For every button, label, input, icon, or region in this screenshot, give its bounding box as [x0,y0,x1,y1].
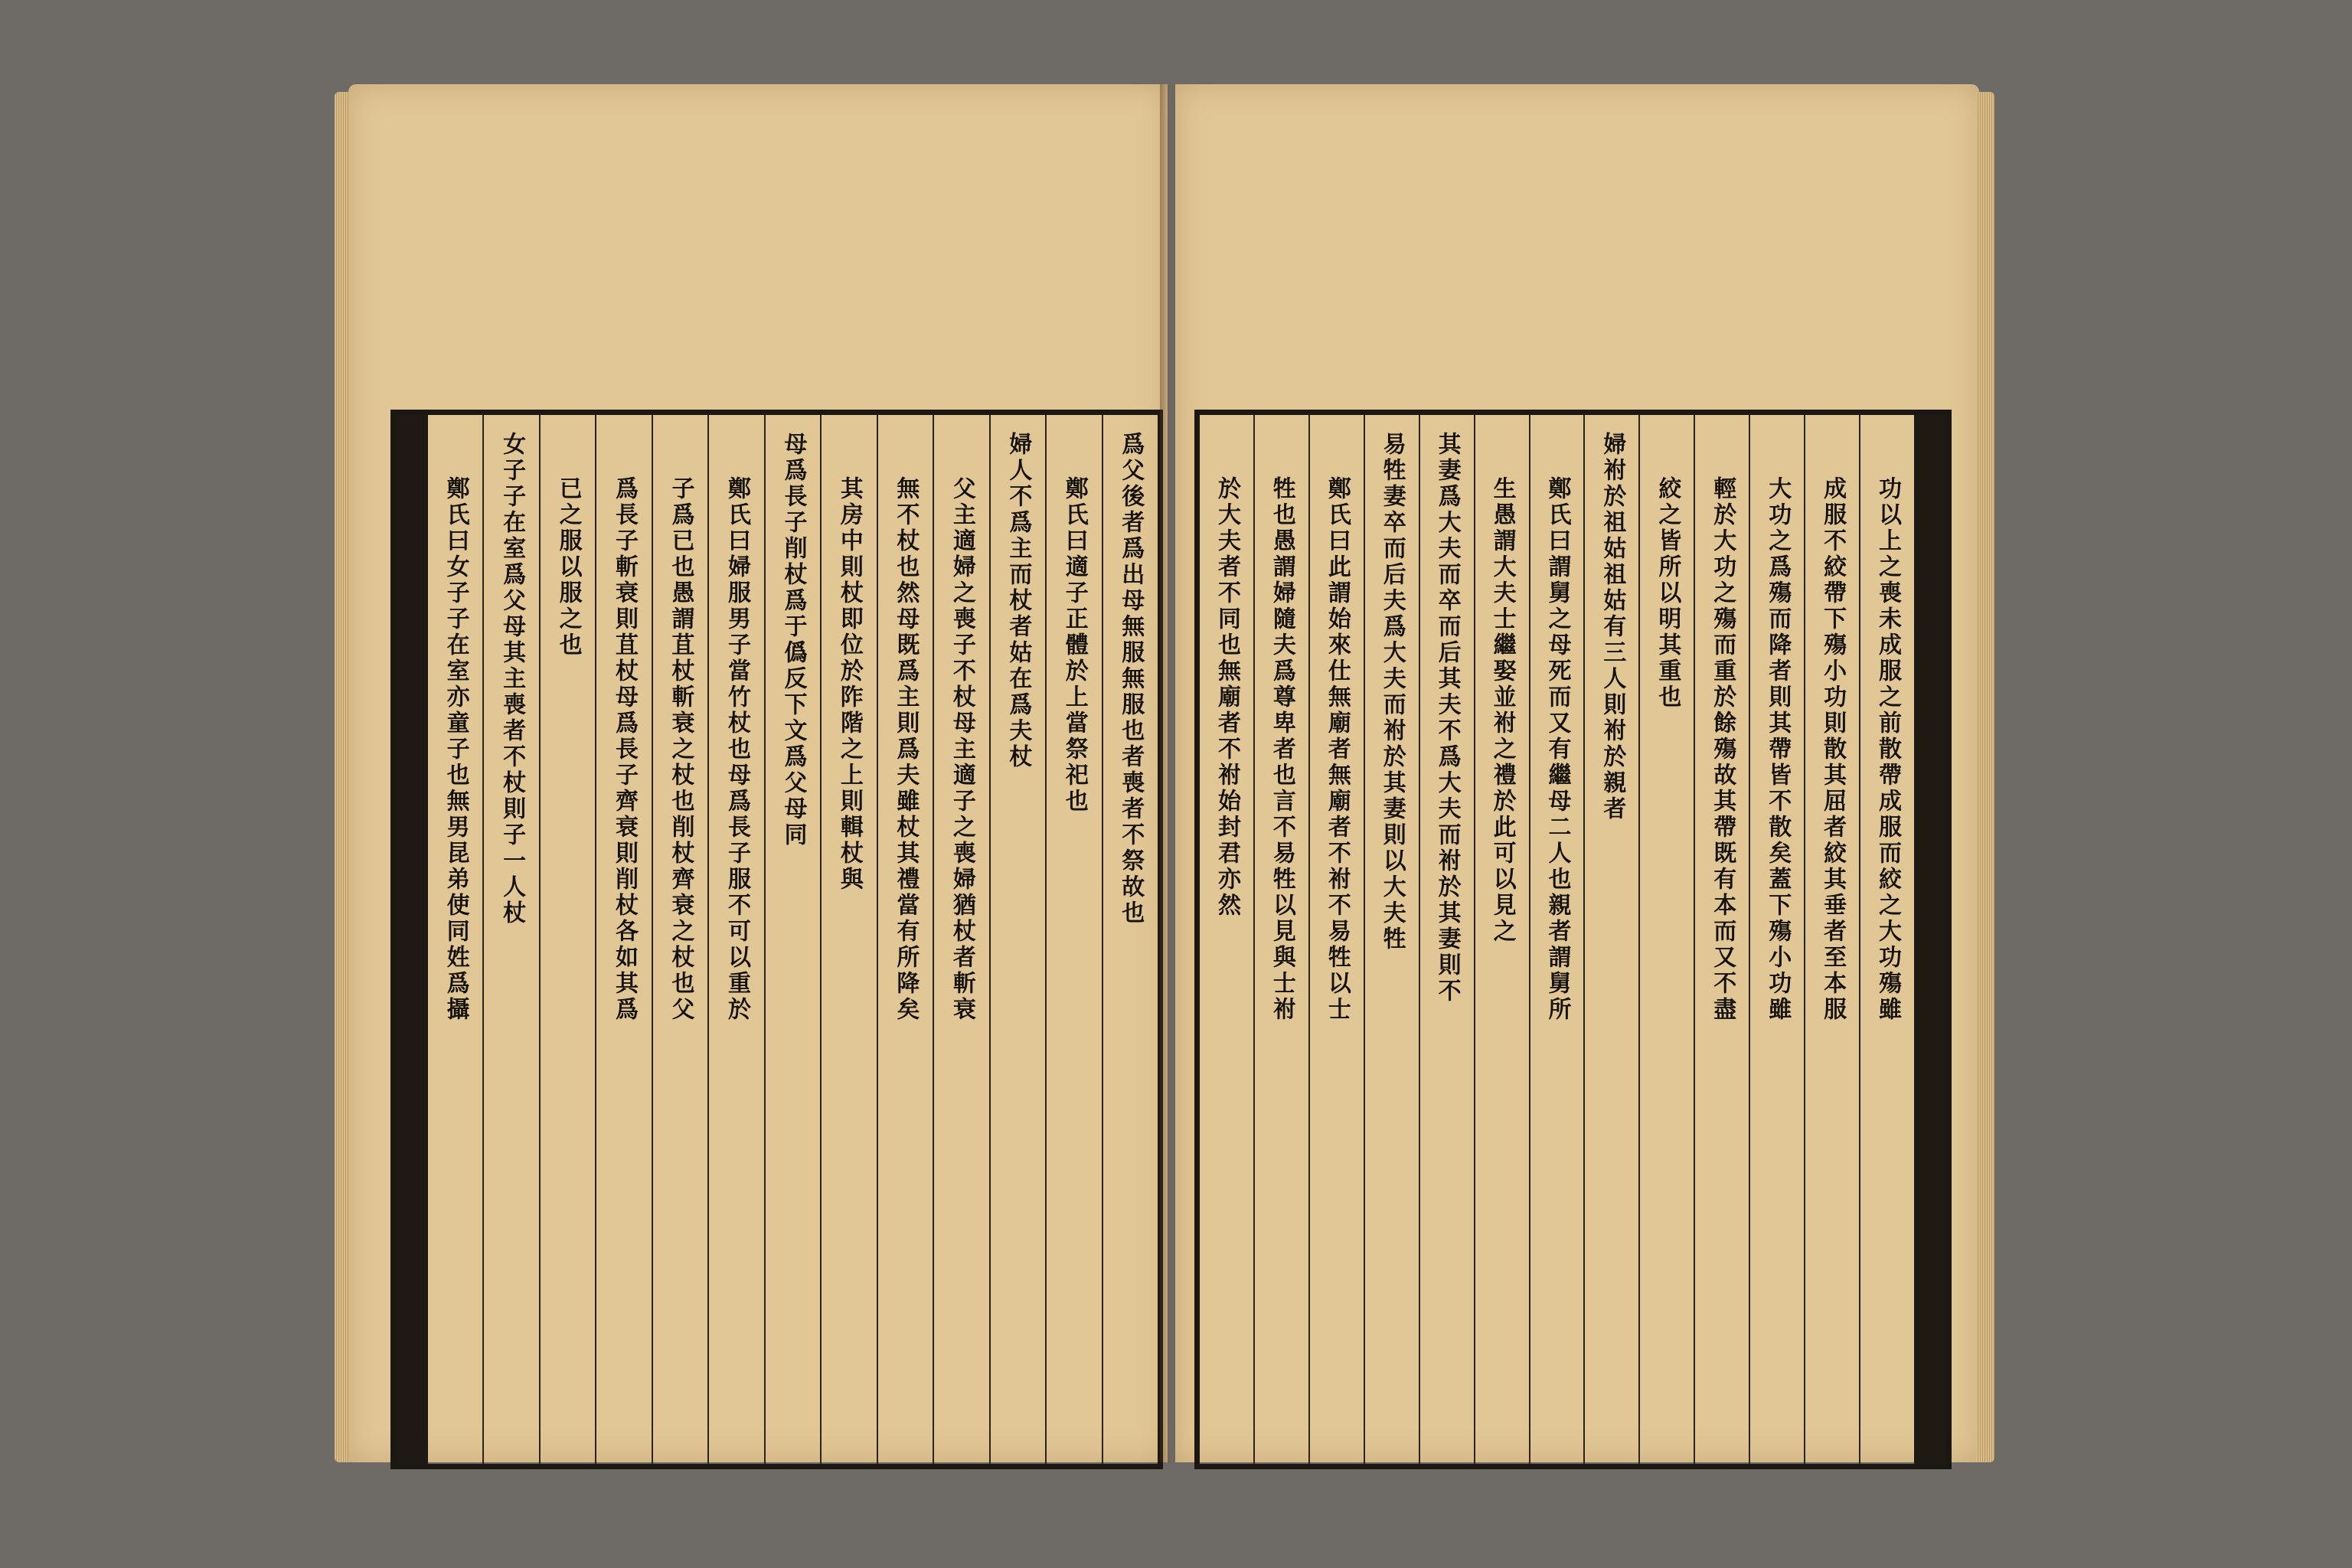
text-column [877,415,933,1464]
text-column [1749,415,1804,1464]
text-column [1253,415,1308,1464]
right-fish-tail-border [1914,415,1946,1464]
text-column [764,415,820,1464]
text-column [652,415,707,1464]
text-column [482,415,538,1464]
column-text: 成服不絞帶下殤小功則散其屈者絞其垂者至本服 [1819,476,1847,1023]
column-text: 無不杖也然母既爲主則爲夫雖杖其禮當有所降矣 [892,476,920,1023]
column-text: 母爲長子削杖爲于僞反下文爲父母同 [779,432,807,848]
text-column [989,415,1045,1464]
column-text: 子爲已也愚謂苴杖斬衰之杖也削杖齊衰之杖也父 [667,476,694,1023]
text-column [1102,415,1158,1464]
text-column [1308,415,1364,1464]
column-text: 於大夫者不同也無廟者不祔始封君亦然 [1213,476,1240,919]
open-book [348,84,1979,1485]
text-column [1045,415,1101,1464]
column-text: 大功之爲殤而降者則其帶皆不散矣蓋下殤小功雖 [1764,476,1792,1023]
column-text: 婦祔於祖姑祖姑有三人則祔於親者 [1599,432,1626,822]
right-text-columns [1200,415,1914,1464]
column-text: 功以上之喪未成服之前散帶成服而絞之大功殤雖 [1874,476,1902,1023]
column-text: 婦人不爲主而杖者姑在爲夫杖 [1004,432,1032,770]
left-page [348,84,1168,1462]
column-text: 已之服以服之也 [554,476,582,658]
text-column [1529,415,1584,1464]
column-text: 鄭氏曰謂舅之母死而又有繼母二人也親者謂舅所 [1544,476,1571,1023]
left-fish-tail-border [396,415,428,1464]
column-text: 其房中則杖即位於阼階之上則輯杖與 [835,476,863,893]
column-text: 其妻爲大夫而卒而后其夫不爲大夫而祔於其妻則不 [1433,432,1461,1004]
text-column [1804,415,1859,1464]
text-column [595,415,651,1464]
column-text: 鄭氏曰適子正體於上當祭祀也 [1060,476,1088,815]
column-text: 鄭氏曰女子子在室亦童子也無男昆弟使同姓爲攝 [442,476,469,1023]
text-column [539,415,595,1464]
right-page [1175,84,1979,1462]
column-text: 爲長子斬衰則苴杖母爲長子齊衰則削杖各如其爲 [611,476,639,1023]
text-column [933,415,988,1464]
column-text: 絞之皆所以明其重也 [1654,476,1681,710]
column-text: 爲父後者爲出母無服無服也者喪者不祭故也 [1117,432,1145,926]
text-column [428,415,482,1464]
column-text: 生愚謂大夫士繼娶並祔之禮於此可以見之 [1488,476,1516,945]
column-text: 易牲妻卒而后夫爲大夫而祔於其妻則以大夫牲 [1378,432,1406,952]
column-text: 牲也愚謂婦隨夫爲尊卑者也言不易牲以見與士祔 [1268,476,1295,1023]
text-column [707,415,763,1464]
text-column [820,415,876,1464]
column-text: 父主適婦之喪子不杖母主適子之喪婦猶杖者斬衰 [948,476,975,1023]
text-column [1694,415,1749,1464]
text-column [1419,415,1474,1464]
left-text-columns [428,415,1158,1464]
page-edges-right [1976,92,1994,1462]
text-column [1859,415,1914,1464]
text-column [1583,415,1638,1464]
column-text: 輕於大功之殤而重於餘殤故其帶既有本而又不盡 [1709,476,1736,1023]
text-column [1200,415,1253,1464]
column-text: 女子子在室爲父母其主喪者不杖則子一人杖 [498,432,526,926]
left-text-frame [390,410,1163,1469]
column-text: 鄭氏曰婦服男子當竹杖也母爲長子服不可以重於 [723,476,750,1023]
text-column [1638,415,1694,1464]
column-text: 鄭氏曰此謂始來仕無廟者無廟者不祔不易牲以士 [1323,476,1351,1023]
text-column [1364,415,1419,1464]
right-text-frame [1194,410,1952,1469]
text-column [1474,415,1529,1464]
